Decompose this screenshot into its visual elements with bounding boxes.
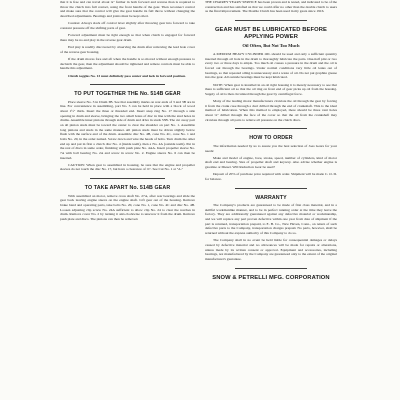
section-divider [235,20,307,21]
section-heading-order: HOW TO ORDER [249,135,293,142]
lubrication-subheading: Oil Often, But Not Too Much [242,42,300,48]
section-divider [90,178,165,179]
right-column [205,0,337,400]
warranty-paragraph: The Company's products are guaranteed to be made of first class material, and in a skillful workmanlike manner, and to be in perfect running order at the time they leave the factory. They are additionally guaranteed against any defective material or workmanship, and we will replace any part proven defective within one year from date of shipment if the part is returned, transportation prepaid, to E. B. Co., New Haven, Conn., on return of such defective parts to the Company, transportation charges prepaid. No parts, however, shall be returned without the express authority of this Company to do so. [205,203,337,236]
lubrication-paragraph: Many of the leading motor manufacturers circulate the oil through the gear by forcing it from the crank case through a duct drilled through the end of crankshaft. This is the ideal method of lubrication. When this method is employed, there should be three vent holes about ⅛" drilled through the face of the cover so that the oil from the crankshaft may circulate through all parts to relieve all pressure on the clutch discs. [205,99,337,122]
company-footer-heading: SNOW & PETRELLI MFG. CORPORATION [212,274,330,281]
left-column [60,0,195,400]
section-divider [235,128,307,129]
lubrication-paragraph: NOTE: When gear is installed in an oil tight housing it is merely necessary to see that there is sufficient oil so that the oil ring on front end of gear picks up oil from the housing. Supply of oil is then circulated through the gear by centrifugal force. [205,82,337,96]
warranty-paragraph: The Company shall in no event be held liable for consequential damages or delays caused by defective material and no allowances will be made for repairs or alterations, unless made by its written consent or approval. Equipment and accessories, including bearings, not manufactured by the Company are guaranteed only to the extent of the original manufacturer's guarantee. [205,238,337,261]
intro-paragraph: If the drum moves fore and aft when the handle is so moved without enough pressure to declutch the gear, then the adjustment should be tightened and remote controls must be able to handle this adjustment. [60,56,195,71]
order-paragraph: The information needed by us to assure you the best selection of Joes Gears for your needs: [205,143,337,153]
intro-paragraph: Forward adjustment must be tight enough so that when clutch is engaged for forward there may be no end play in the reverse gear drum. [60,33,195,42]
section-divider [235,188,307,189]
order-paragraph: Make and model of engine, bore, stroke, speed, number of cylinders, kind of motor shaft end and bearing. Size of propeller shaft and keyway. Also advise whether engine is gasoline or Diesel. Will Reduction Gear be used? [205,155,337,170]
toggle-note: Clutch toggles No. 13 must definitely pass center and lock in forward position. [68,73,186,78]
section-heading-install: TO PUT TOGETHER THE No. 514B GEAR [74,91,181,98]
apart-paragraph: With assembled on motor, remove cross shaft No. 27A, after rear bearings and slide the gear back leaving engine sleeve on the engine shaft. Lift gear out of the housing. Remove brake band and operating parts, take bolts No. 20, cone No. 1, cone No. 4C and disc No. 4B. Loosen adjusting clip screw No. 24A sufficient to allow clip No. 24 to clear the notches in drum. Remove cover No. 2 by turning it anti-clockwise to unscrew it from the drum. Remove push plate and discs. The pinions can then be removed. [60,193,195,221]
section-divider [235,268,307,269]
section-heading-warranty: WARRANTY [255,194,287,201]
install-paragraph: Place sleeve No. 3 in Drum 3B. See that assembly marks on rear ends of 3 and 3B are in line. For convenience in assembling, part No. 3 can be held in place with a block of wood about 1½" thick. Insert the three or threaded end. Insert snap ring No. 17 through a side opening in drum and sleeve, bringing the two small holes of disc in line with the stud holes in drums. Assemble inner pinions through side of drum and drive in studs 33B. The cut away part on all pinion studs must be toward the center to clear the shoulder on part No. 1. Assemble long pinions and studs in the same manner. All pinion studs must be driven slightly below flush with the surface end of the drum. Assemble disc No. 4B, cone No. 4C, cone No. 1 and bolts No. 20, in the order named. Screw down and wire the heads of bolts. Turn drum the other end up and put in first a clutch disc No. 4 (inside teeth), then a No. 4A (outside teeth). Put in the rest of discs in same order, finishing with push plate No. 4AA. Insert propeller sleeve No. 7A with ball bearing No. 2A and screw in screw No. 2. Engine sleeve No. 6 can then be inserted. [60,99,195,160]
intro-paragraph: that it is free and can travel about ¼" further in both forward and reverse than is required to throw the clutch into full contact, using the front handle of the gear. Then reconnect control and make sure that the control will give the gear handle its full throw without changing the described adjustments. Bearings and joints must be kept oiled. [60,0,195,18]
section-divider [90,84,165,85]
section-heading-apart: TO TAKE APART No. 514B GEAR [84,185,171,192]
lubrication-paragraph: A MEDIUM HEAVY CYLINDER OIL should be used and only a sufficient quantity inserted through oil hole in the drum to thoroughly lubricate the parts. One-half pint or two every two or three days is ample. Too much oil causes a pressure in the drum and the oil is forced out through the bearings. Under normal conditions very little oil leaks out of bearings, so that repeated oiling is unnecessary and a waste of oil. Do not put graphite grease into the gear. All outside bearings must be kept lubricated. [205,51,337,80]
intro-paragraph: End play is readily discovered by observing the drum after removing the lead hole cover of the reverse gear housing. [60,45,195,54]
section-heading-lubrication: GEAR MUST BE LUBRICATED BEFORE APPLYING POWER [214,26,328,40]
order-paragraph: Deposit of 20% of purchase price required with order. Shipment will be made C. O. D. for balance. [205,172,337,181]
caution-paragraph: Caution: Always slack off control lever slightly after throwing gear into forward to take constant pressure off the shifting parts of gear. [60,21,195,30]
top-paragraph: THE CHAIREY YEARS' SERVICE has been proven and is tested, and indicated to be of the construction and has satisfied us that we could offer no other than the double clutch to users as the final improvement. The Double Clutch has been used in my gears since 1916. [205,0,337,14]
install-caution: CAUTION: When gear is assembled in housing, be sure that the engine and propeller sleeves do not touch the disc No. 17, but have a clearance of ⅛". See Cut No. 1 at "A." [60,162,195,172]
